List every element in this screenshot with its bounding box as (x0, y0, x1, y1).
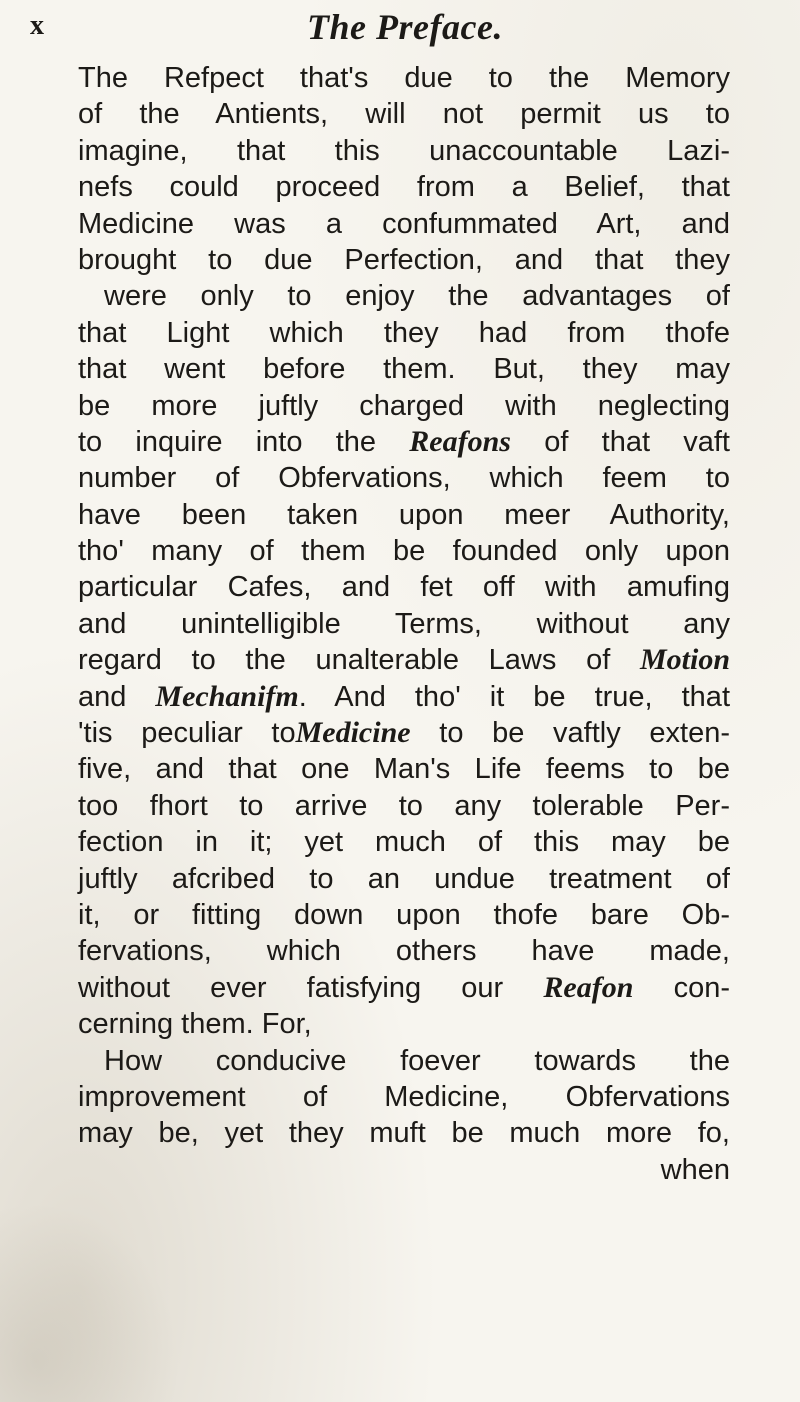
text-line: juftly afcribed to an undue treatment of (78, 862, 730, 895)
text-line: brought to due Perfection, and that they (78, 243, 730, 276)
text-line: and unintelligible Terms, without any (78, 607, 730, 640)
text-segment: of that vaft (510, 425, 730, 458)
text-line: tho' many of them be founded only upon (78, 535, 730, 568)
text-segment: to inquire into the (78, 425, 410, 458)
catchword: when (660, 1153, 730, 1186)
italic-term: Mechanifm (155, 679, 299, 713)
text-segment: 'tis peculiar to (78, 717, 296, 750)
text-line (78, 424, 730, 460)
text-line: be more juftly charged with neglecting (78, 389, 730, 422)
text-segment: con- (633, 971, 730, 1004)
text-segment: . And tho' it be true, that (298, 680, 730, 713)
text-line: The Refpect that's due to the Memory (78, 62, 730, 94)
text-line: particular Cafes, and fet off with amufing (78, 571, 730, 604)
page-header (30, 6, 780, 56)
page-stain (0, 1202, 180, 1402)
text-segment: regard to the unalterable Laws of (78, 644, 640, 677)
italic-term: Motion (639, 643, 730, 677)
text-segment: and (78, 680, 156, 713)
text-line: have been taken upon meer Authority, (78, 498, 730, 531)
italic-term: Reafons (409, 424, 511, 458)
text-line (78, 715, 730, 751)
text-line: that went before them. But, they may (78, 353, 730, 386)
page-signature-mark: x (30, 10, 44, 41)
text-line: were only to enjoy the advantages of (104, 280, 730, 313)
text-line: number of Obfervations, which feem to (78, 462, 730, 495)
text-line: How conducive foever towards the (104, 1044, 730, 1077)
text-line: of the Antients, will not permit us to (78, 98, 730, 131)
running-head-title: The Preface. (307, 7, 503, 47)
text-line: fection in it; yet much of this may be (78, 826, 730, 859)
text-line (78, 679, 730, 715)
text-segment: without ever fatisfying our (78, 971, 544, 1004)
text-line: five, and that one Man's Life feems to be (78, 753, 730, 786)
text-line: that Light which they had from thofe (78, 316, 730, 349)
text-line (78, 642, 730, 678)
text-segment: to be vaftly exten- (410, 717, 730, 750)
text-line: Medicine was a confummated Art, and (78, 207, 730, 240)
italic-term: Reafon (543, 970, 634, 1004)
text-line: fervations, which others have made, (78, 935, 730, 968)
text-line: too fhort to arrive to any tolerable Per- (78, 789, 730, 822)
text-line: improvement of Medicine, Obfervations (78, 1080, 730, 1113)
text-line: may be, yet they muft be much more fo, (78, 1117, 730, 1150)
text-line: imagine, that this unaccountable Lazi- (78, 134, 730, 167)
text-line (78, 970, 730, 1006)
text-line: it, or fitting down upon thofe bare Ob- (78, 898, 730, 931)
italic-term: Medicine (295, 716, 411, 750)
body-text (78, 60, 730, 1188)
text-line: cerning them. For, (78, 1008, 312, 1041)
text-line: nefs could proceed from a Belief, that (78, 171, 730, 204)
